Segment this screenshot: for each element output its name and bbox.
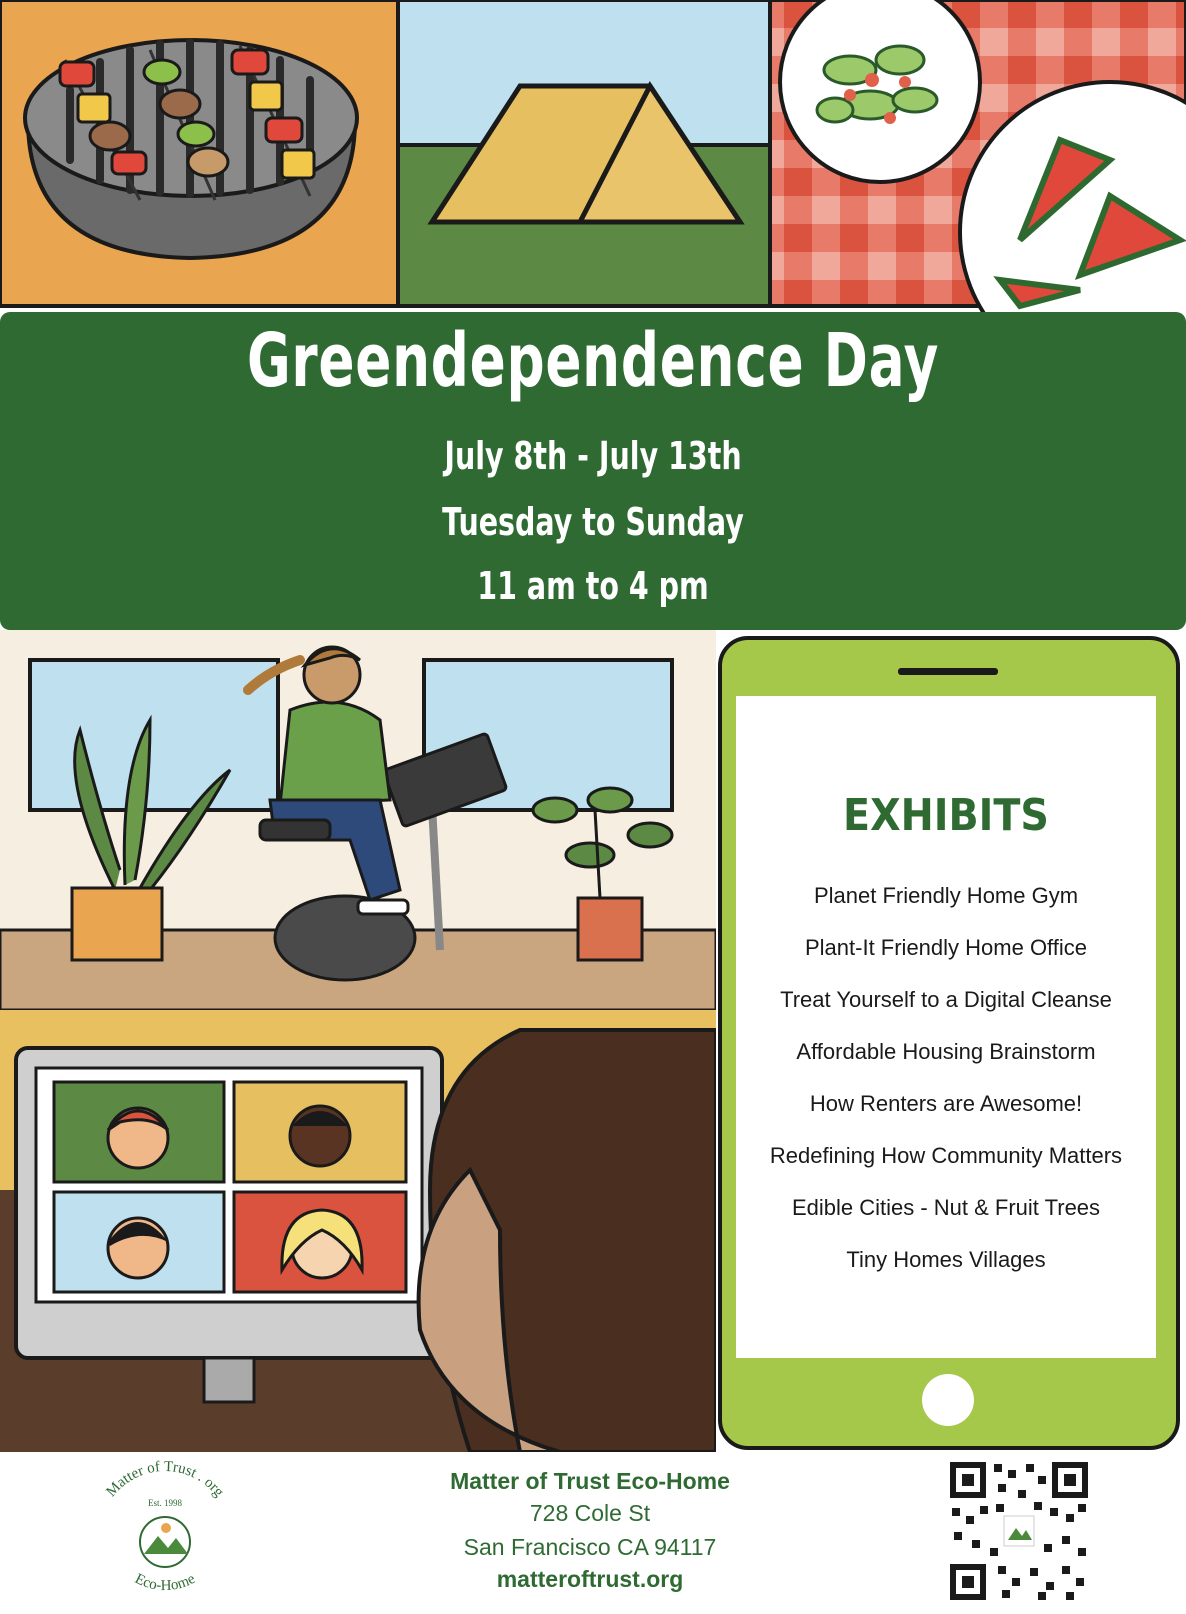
exhibit-item: Edible Cities - Nut & Fruit Trees xyxy=(791,1195,1101,1220)
event-title: Greendependence Day xyxy=(246,318,940,404)
event-hours: 11 am to 4 pm xyxy=(477,564,709,608)
exhibit-item: Planet Friendly Home Gym xyxy=(813,883,1079,908)
tent-illustration xyxy=(398,0,770,306)
exhibit-item: Redefining How Community Matters xyxy=(769,1143,1123,1168)
person-back-view xyxy=(419,1030,716,1452)
event-days: Tuesday to Sunday xyxy=(442,500,744,544)
event-dates: July 8th - July 13th xyxy=(444,434,742,478)
exhibit-item: How Renters are Awesome! xyxy=(809,1091,1083,1116)
monitor xyxy=(16,1048,442,1402)
exhibit-item: Plant-It Friendly Home Office xyxy=(804,935,1088,960)
org-name: Matter of Trust Eco-Home xyxy=(450,1468,730,1494)
exhibit-item: Treat Yourself to a Digital Cleanse xyxy=(780,987,1112,1012)
picnic-illustration xyxy=(770,0,1186,312)
logo-bottom-text: Eco-Home xyxy=(132,1570,198,1595)
city-address: San Francisco CA 94117 xyxy=(463,1534,717,1560)
logo-top-text: Matter of Trust . org xyxy=(103,1458,227,1501)
svg-text:Eco-Home xyxy=(132,1571,198,1594)
top-illustrations xyxy=(0,0,1186,312)
home-office-illustration xyxy=(0,630,716,1452)
exhibits-heading: EXHIBITS xyxy=(843,790,1049,841)
qr-code-icon[interactable] xyxy=(946,1458,1092,1604)
exhibits-list xyxy=(736,870,1156,1286)
mountain-sun-logo-icon xyxy=(80,1454,250,1612)
grill-illustration xyxy=(0,0,398,306)
exhibit-item: Tiny Homes Villages xyxy=(846,1247,1046,1272)
exhibit-item: Affordable Housing Brainstorm xyxy=(796,1039,1096,1064)
svg-text:Matter of Trust . org xyxy=(103,1459,227,1501)
logo-est-text: Est. 1998 xyxy=(147,1498,183,1508)
street-address: 728 Cole St xyxy=(529,1500,651,1526)
website-link[interactable]: matteroftrust.org xyxy=(496,1566,684,1592)
